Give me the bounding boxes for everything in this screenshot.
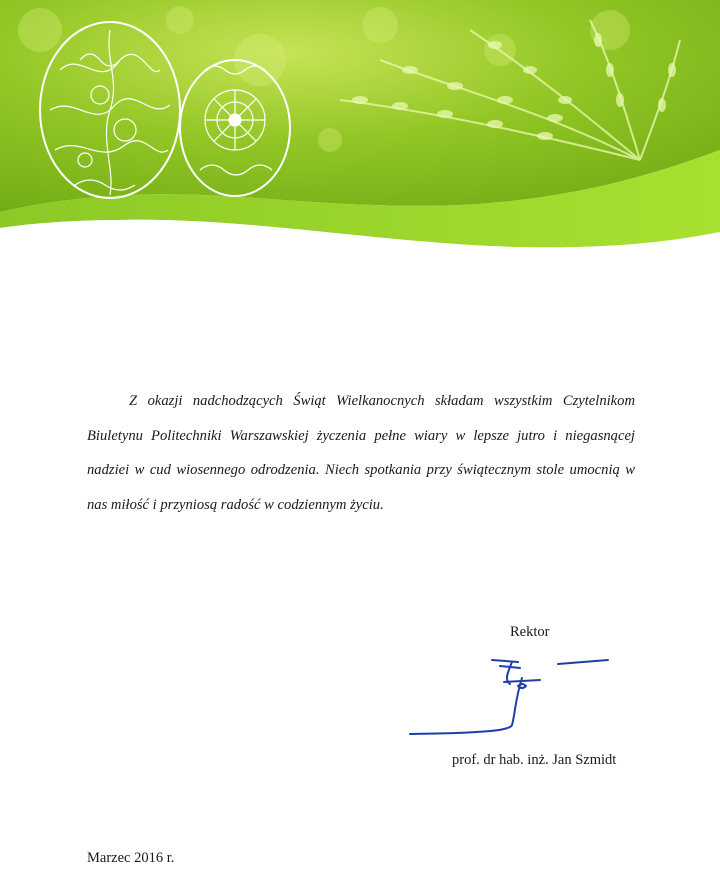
- handwritten-signature: [400, 650, 630, 745]
- easter-banner-graphic: [0, 0, 720, 270]
- letter-date: Marzec 2016 r.: [87, 850, 175, 866]
- letter-body: Z okazji nadchodzących Świąt Wielkanocnych składam wszystkim Czytelnikom Biuletynu Politechniki Warszawskiej życzenia pełne wiary w lepsze jutro i niegasnącej nadziei w cud wiosennego odrodzenia. Niech spotkania przy świątecznym stole umocnią w nas miłość i przyniosą radość w codziennym życiu.: [87, 393, 635, 513]
- signer-title: Rektor: [510, 624, 550, 640]
- easter-header-banner: [0, 0, 720, 270]
- signature-drawing: [400, 650, 630, 745]
- signer-name: prof. dr hab. inż. Jan Szmidt: [452, 752, 617, 768]
